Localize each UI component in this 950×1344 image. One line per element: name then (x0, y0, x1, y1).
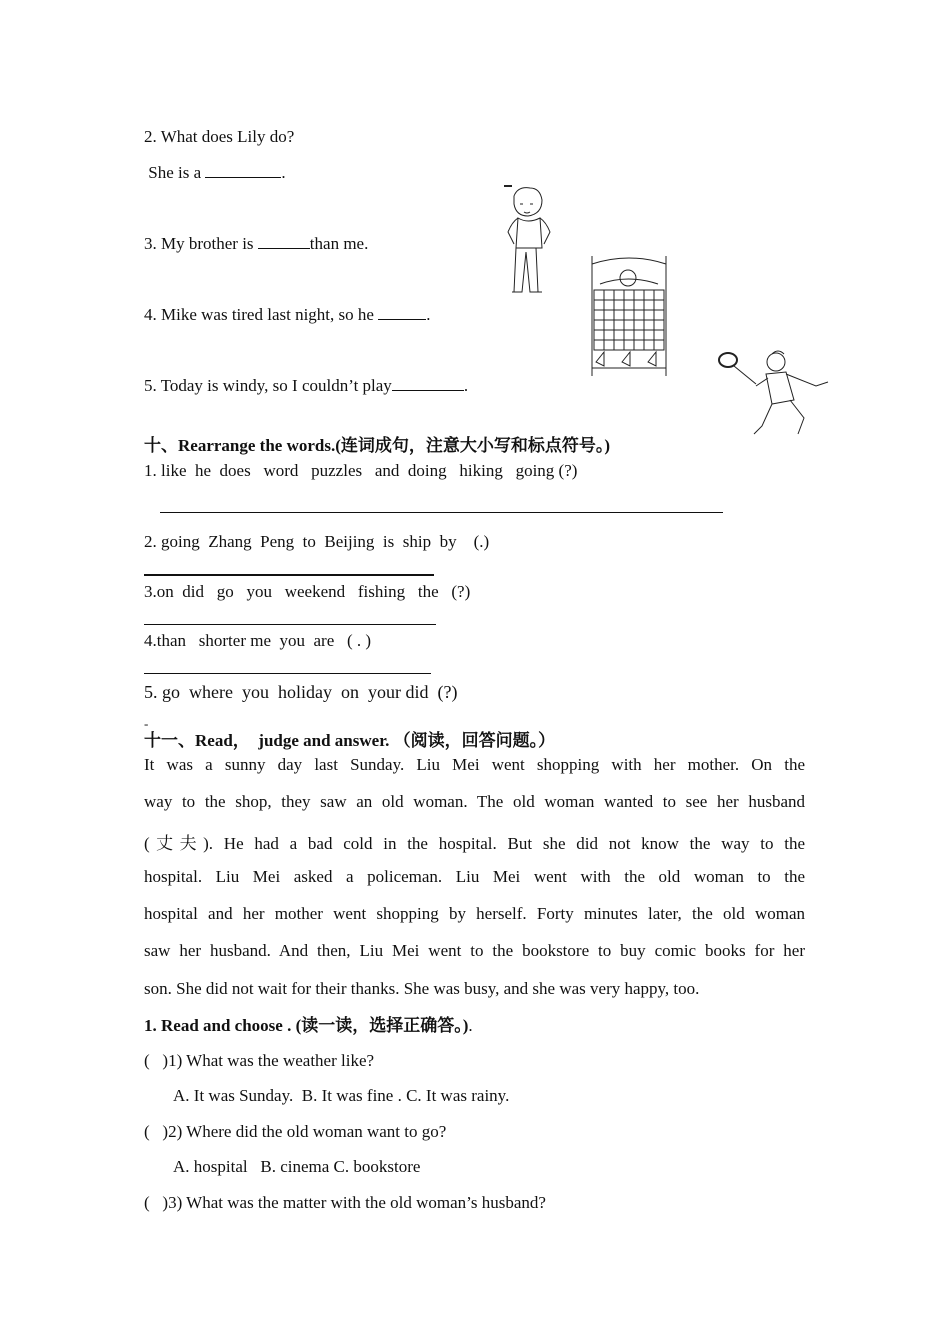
answer-line-2[interactable] (144, 574, 434, 576)
rearrange-item-3: 3.on did go you weekend fishing the (?) (144, 582, 471, 601)
answer-blank[interactable] (392, 374, 464, 391)
read-and-choose-end: . (468, 1016, 473, 1035)
question-2-answer-prefix: She is a (144, 163, 206, 182)
passage-line-2: way to the shop, they saw an old woman. The old woman wanted to see her husband (144, 792, 805, 811)
passage-line-7: son. She did not wait for their thanks. She was busy, and she was very happy, too. (144, 979, 700, 998)
choice-options-1: A. It was Sunday. B. It was fine . C. It was rainy. (173, 1086, 510, 1105)
question-2-answer-line (144, 161, 286, 184)
rearrange-item-2: 2. going Zhang Peng to Beijing is ship by (.) (144, 532, 490, 551)
passage-line-4: hospital. Liu Mei asked a policeman. Liu Mei went with the old woman to the (144, 867, 805, 886)
question-5 (144, 374, 468, 397)
choice-options-2: A. hospital B. cinema C. bookstore (173, 1157, 421, 1176)
passage-line-1: It was a sunny day last Sunday. Liu Mei went shopping with her mother. On the (144, 755, 805, 774)
stray-mark: - (144, 716, 149, 731)
rearrange-item-5: 5. go where you holiday on your did (?) (144, 682, 458, 702)
passage-line-5: hospital and her mother went shopping by herself. Forty minutes later, the old woman (144, 904, 805, 923)
answer-blank[interactable] (205, 161, 281, 178)
choice-question-1: ( )1) What was the weather like? (144, 1051, 375, 1070)
choice-question-2: ( )2) Where did the old woman want to go? (144, 1122, 447, 1141)
answer-line-1[interactable] (160, 512, 723, 513)
choice-question-3: ( )3) What was the matter with the old woman’s husband? (144, 1193, 546, 1212)
read-and-choose-heading (144, 1015, 473, 1037)
bed-sleeping-illustration (588, 254, 670, 380)
read-and-choose-label: 1. Read and choose . (读一读，选择正确答。) (144, 1016, 469, 1035)
answer-line-3[interactable] (144, 624, 436, 625)
question-4 (144, 303, 430, 326)
answer-blank[interactable] (258, 232, 310, 249)
question-3 (144, 232, 368, 255)
question-2: 2. What does Lily do? (144, 127, 295, 146)
boy-playing-badminton-illustration (716, 348, 836, 440)
question-3-prefix: 3. My brother is (144, 234, 258, 253)
passage-line-3: (丈夫). He had a bad cold in the hospital. But she did not know the way to the (144, 834, 805, 853)
passage-line-6: saw her husband. And then, Liu Mei went to the bookstore to buy comic books for her (144, 941, 805, 960)
section-11-heading: 十一、Read， judge and answer. （阅读，回答问题。） (144, 731, 556, 750)
answer-blank[interactable] (378, 303, 426, 320)
question-3-suffix: than me. (309, 234, 369, 253)
section-10-heading: 十、Rearrange the words.(连词成句，注意大小写和标点符号。) (144, 436, 611, 455)
question-4-prefix: 4. Mike was tired last night, so he (144, 305, 379, 324)
rearrange-item-1: 1. like he does word puzzles and doing hiking going (?) (144, 461, 578, 480)
question-4-suffix: . (426, 305, 431, 324)
question-2-end: . (281, 163, 286, 182)
question-5-prefix: 5. Today is windy, so I couldn’t play (144, 376, 392, 395)
boy-standing-illustration (498, 182, 554, 300)
answer-line-4[interactable] (144, 673, 431, 674)
rearrange-item-4: 4.than shorter me you are ( . ) (144, 631, 372, 650)
question-5-suffix: . (463, 376, 469, 395)
